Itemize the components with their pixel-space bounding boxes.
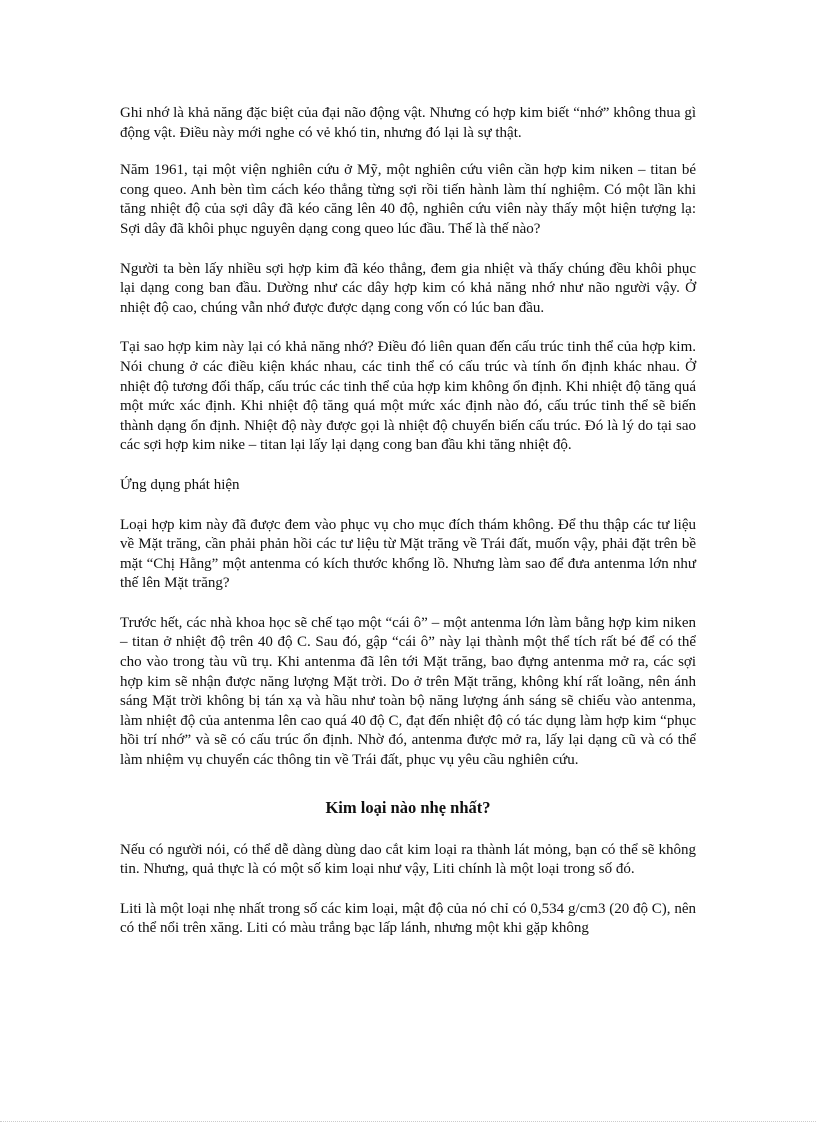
section-heading-lightest-metal: Kim loại nào nhẹ nhất? [325,797,491,817]
paragraph-lithium: Liti là một loại nhẹ nhất trong số các kim loại, mật độ của nó chỉ có 0,534 g/cm3 (20 độ C), nên có thể nổi trên xăng. Liti có màu trắng bạc lấp lánh, nhưng một khi gặp không [120,900,696,937]
paragraph-intro: Ghi nhớ là khả năng đặc biệt của đại não động vật. Nhưng có hợp kim biết “nhớ” không thua gì động vật. Điều này mới nghe có vẻ khó tin, nhưng đó lại là sự thật. [120,105,696,141]
subheading-application: Ứng dụng phát hiện [120,476,240,493]
page-bottom-divider [0,1121,816,1122]
paragraph-cut-metal: Nếu có người nói, có thể dễ dàng dùng dao cắt kim loại ra thành lát mỏng, bạn có thể sẽ không tin. Nhưng, quả thực là có một số kim loại như vậy, Liti chính là một loại trong số đó. [120,841,696,878]
document-page [120,104,696,939]
paragraph-umbrella-antenna: Trước hết, các nhà khoa học sẽ chế tạo một “cái ô” – một antenma lớn làm bằng hợp kim niken – titan ở nhiệt độ trên 40 độ C. Sau đó, gập “cái ô” này lại thành một thể tích rất bé để có thể cho vào trong tàu vũ trụ. Khi antenma đã lên tới Mặt trăng, bao đựng antenma mở ra, các sợi hợp kim sẽ nhận được năng lượng Mặt trời. Do ở trên Mặt trăng, không khí rất loãng, nên ánh sáng Mặt trời không bị tán xạ và hầu như toàn bộ năng lượng ánh sáng sẽ chiếu vào antenma, làm nhiệt độ của antenma lên cao quá 40 độ C, đạt đến nhiệt độ có tác dụng làm hợp kim “phục hồi trí nhớ” và sẽ có cấu trúc ổn định. Nhờ đó, antenma được mở ra, lấy lại dạng cũ và có thể làm nhiệm vụ chuyển các thông tin về Trái đất, phục vụ yêu cầu nghiên cứu. [120,614,696,769]
paragraph-repeat-experiment: Người ta bèn lấy nhiều sợi hợp kim đã kéo thẳng, đem gia nhiệt và thấy chúng đều khôi phục lại dạng cong ban đầu. Dường như các dây hợp kim có khả năng nhớ như não người vậy. Ở nhiệt độ cao, chúng vẫn nhớ được được dạng cong vốn có lúc ban đầu. [120,260,696,316]
paragraph-crystal-structure: Tại sao hợp kim này lại có khả năng nhớ? Điều đó liên quan đến cấu trúc tinh thể của hợp kim. Nói chung ở các điều kiện khác nhau, các tinh thể có cấu trúc và tính ổn định khác nhau. Ở nhiệt độ tương đối thấp, cấu trúc các tinh thể của hợp kim không ổn định. Khi nhiệt độ tăng quá một mức xác định. Khi nhiệt độ tăng quá một mức xác định nào đó, cấu trúc tinh thể sẽ biến thành dạng ổn định. Nhiệt độ này được gọi là nhiệt độ chuyển biến cấu trúc. Đó là lý do tại sao các sợi hợp kim nike – titan lại lấy lại dạng cong ban đầu khi tăng nhiệt độ. [120,339,696,454]
paragraph-experiment-1961: Năm 1961, tại một viện nghiên cứu ở Mỹ, một nghiên cứu viên cần hợp kim niken – titan bé cong queo. Anh bèn tìm cách kéo thẳng từng sợi rồi tiến hành làm thí nghiệm. Có một lần khi tăng nhiệt độ của sợi dây đã kéo căng lên 40 độ, nghiên cứu viên này thấy một hiện tượng lạ: Sợi dây đã khôi phục nguyên dạng cong queo lúc đầu. Thế là thế nào? [120,162,696,237]
paragraph-moon-antenna: Loại hợp kim này đã được đem vào phục vụ cho mục đích thám không. Để thu thập các tư liệu về Mặt trăng, cần phải phản hồi các tư liệu từ Mặt trăng về Trái đất, muốn vậy, phải đặt trên bề mặt “Chị Hằng” một antenma có kích thước khổng lồ. Nhưng làm sao để đưa antenma lớn như thế lên Mặt trăng? [120,516,696,592]
